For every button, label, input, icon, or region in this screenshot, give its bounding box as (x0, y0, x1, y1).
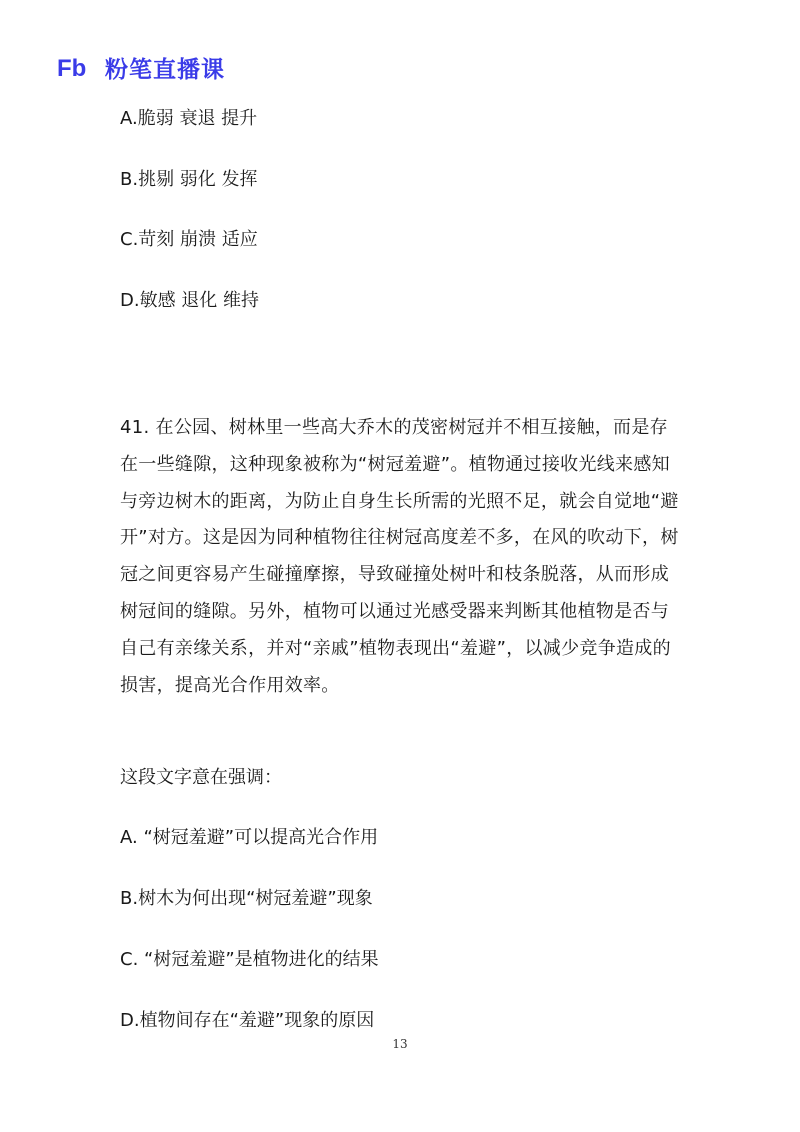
q41-option-b: B.树木为何出现“树冠羞避”现象 (120, 888, 373, 909)
q41-option-a: A. “树冠羞避”可以提高光合作用 (120, 827, 379, 848)
q41-prompt: 这段文字意在强调： (120, 767, 282, 788)
q40-option-b: B.挑剔 弱化 发挥 (120, 169, 258, 190)
q40-option-a: A.脆弱 衰退 提升 (120, 108, 258, 129)
fb-logo-icon (57, 54, 97, 80)
svg-text:Fb: Fb (57, 55, 87, 80)
q41-option-d: D.植物间存在“羞避”现象的原因 (120, 1010, 375, 1031)
q40-option-c: C.苛刻 崩溃 适应 (120, 229, 258, 250)
q41-stem: 41. 在公园、树林里一些高大乔木的茂密树冠并不相互接触，而是存在一些缝隙，这种现象被称为“树冠羞避”。植物通过接收光线来感知与旁边树木的距离，为防止自身生长所需的光照不足，就会自觉地“避开”对方。这是因为同种植物往往树冠高度差不多，在风的吹动下，树冠之间更容易产生碰撞摩擦，导致碰撞处树叶和枝条脱落，从而形成树冠间的缝隙。另外，植物可以通过光感受器来判断其他植物是否与自己有亲缘关系，并对“亲戚”植物表现出“羞避”，以减少竞争造成的损害，提高光合作用效率。 (120, 417, 679, 696)
page-number: 13 (392, 1037, 408, 1051)
q40-option-d: D.敏感 退化 维持 (120, 290, 260, 311)
q41-option-c: C. “树冠羞避”是植物进化的结果 (120, 949, 379, 970)
brand-logo (57, 50, 225, 84)
brand-name: 粉笔直播课 (105, 56, 225, 83)
